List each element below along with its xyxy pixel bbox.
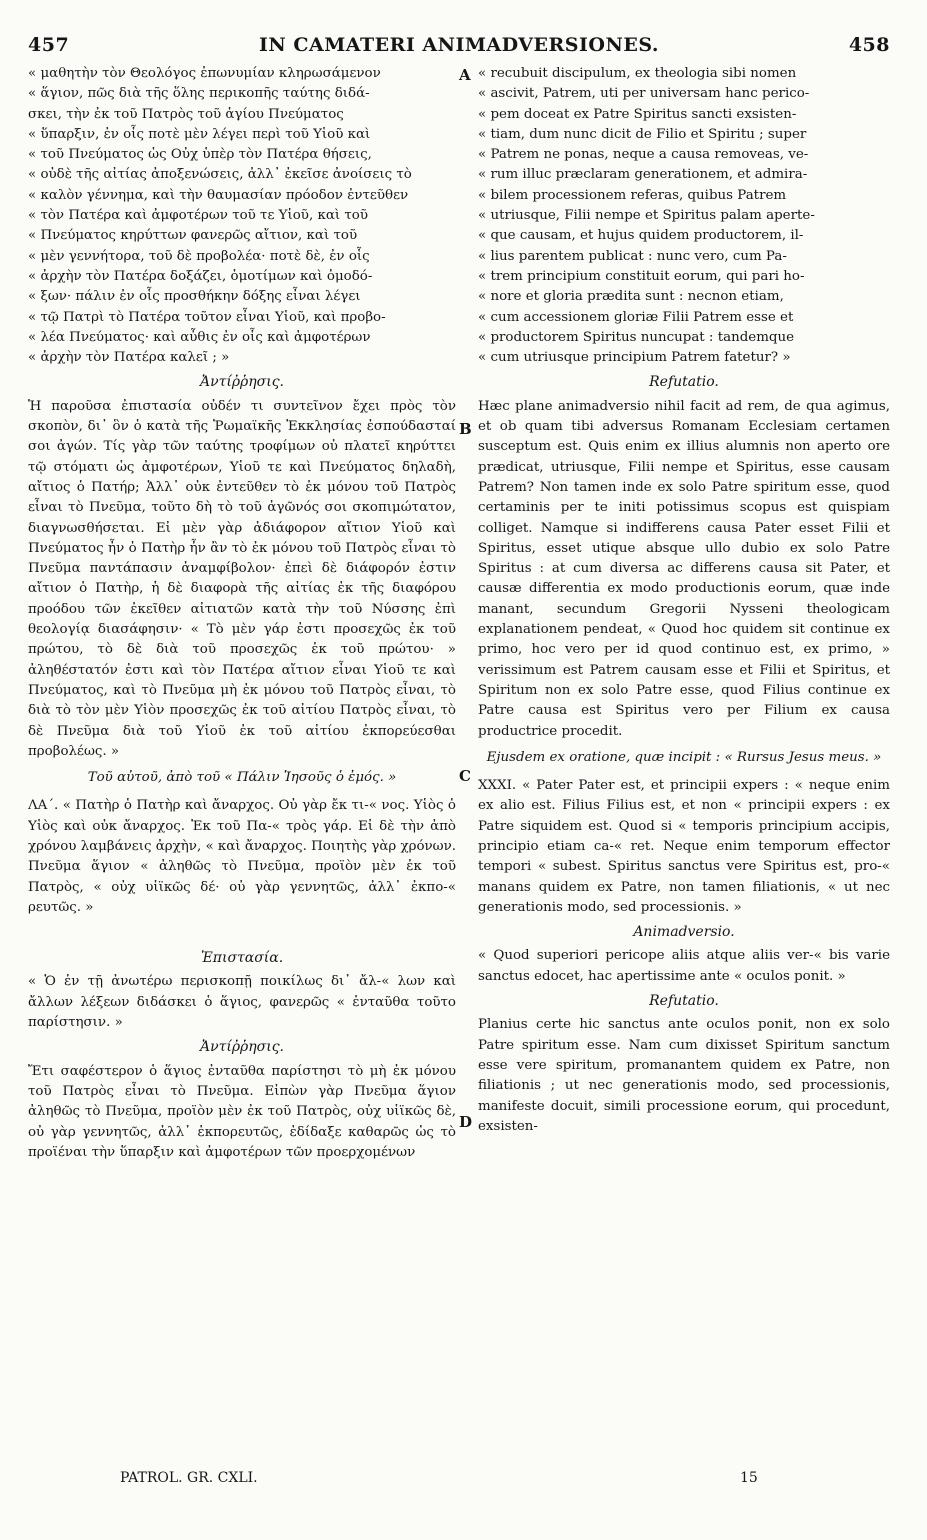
greek-quote-line: « οὐδὲ τῆς αἰτίας ἀποξενώσεις, ἀλλ᾿ ἐκεῖσε ἀνοίσεις τὸ — [28, 167, 412, 183]
body-paragraph: Ἡ παροῦσα ἐπιστασία οὐδέν τι συντεῖνον ἔχει πρὸς τὸν σκοπὸν, δι᾿ ὃν ὁ κατὰ τῆς Ῥωμαϊκῆς Ἐκκλησίας ἐσπούδασταί σοι ἀγών. Τίς γὰρ τῶν ταύτης τροφίμων οὐ πλατεῖ κηρύττει τῷ στόματι ὡς ἀμφοτέρων, Υἱοῦ τε καὶ Πνεύματος δηλαδὴ, αἴτιος ὁ Πατήρ; Ἀλλ᾿ οὐκ ἐντεῦθεν τὸ ἐκ μόνου τοῦ Πατρὸς εἶναι τὸ Πνεῦμα, τοῦτο δὴ τὸ τοῦ ἀγῶνός σοι σκοπιμώτατον, διαγνωσθήσεται. Εἰ μὲν γὰρ ἀδιάφορον αἴτιον Υἱοῦ καὶ Πνεύματος ἦν ὁ Πατὴρ ἦν ἂν τὸ ἐκ μόνου τοῦ Πατρὸς εἶναι τὸ Πνεῦμα παντάπασιν ἀναμφίβολον· ἐπεὶ δὲ διάφορόν ἐστιν αἴτιον ὁ Πατὴρ, ἡ δὲ διαφορὰ τῆς αἰτίας ἐκ τῆς διαφόρου προόδου τῶν ἐκεῖθεν αἰτιατῶν κατὰ τὴν τοῦ Νύσσης ἐπὶ θεολογίᾳ διασάφησιν· « Τὸ μὲν γάρ ἐστι προσεχῶς ἐκ τοῦ πρώτου, τὸ δὲ διὰ τοῦ προσεχῶς ἐκ τοῦ πρώτου· » ἀληθέστατόν ἐστι καὶ τὸν Πατέρα αἴτιον εἶναι Υἱοῦ τε καὶ Πνεύματος, καὶ τὸ Πνεῦμα μὴ ἐκ μόνου τοῦ Πατρὸς εἶναι, τὸ διὰ τὸ τὸν μὲν Υἱὸν προσεχῶς ἐκ τοῦ αἰτίου Πατρὸς εἶναι, τὸ δὲ Πνεῦμα διὰ τοῦ Υἱοῦ ἐκ τοῦ αἰτίου ἐκπορεύεσθαι προβολέως. » — [28, 398, 456, 759]
latin-quote-line: « ascivit, Patrem, uti per universam hanc perico- — [478, 86, 810, 102]
section-heading: Refutatio. — [649, 993, 719, 1010]
latin-quote-line: « recubuit discipulum, ex theologia sibi nomen — [478, 66, 797, 81]
latin-quote-line: « rum illuc præclaram generationem, et admira- — [478, 167, 808, 183]
column-marker-a: A — [459, 66, 471, 84]
latin-quote-line: « que causam, et hujus quidem productorem, il- — [478, 228, 804, 244]
column-marker-c: C — [459, 767, 471, 785]
greek-quote-line: σκει, τὴν ἐκ τοῦ Πατρὸς τοῦ ἁγίου Πνεύματος — [28, 106, 344, 122]
greek-quote-line: « ξων· πάλιν ἐν οἷς προσθήκην δόξης εἶναι λέγει — [28, 289, 361, 305]
running-title: IN CAMATERI ANIMADVERSIONES. — [259, 34, 659, 56]
body-paragraph: XXXI. « Pater Pater est, et principii expers : « neque enim ex alio est. Filius Filius est, et non « principii expers : ex Patre siquidem est. Quod si « temporis principium accipis, principio etiam ca-« ret. Neque enim temporum effector tempori « subest. Spiritus sanctus vere Spiritus est, pro-« manans quidem ex Patre, non tamen filiationis, « ut nec generationis modo, sed processionis. » — [478, 778, 890, 915]
greek-quote-line: « ὕπαρξιν, ἐν οἷς ποτὲ μὲν λέγει περὶ τοῦ Υἱοῦ καὶ — [28, 126, 371, 142]
latin-quote-line: « cum accessionem gloriæ Filii Patrem esse et — [478, 309, 794, 325]
body-paragraph: Hæc plane animadversio nihil facit ad rem, de qua agimus, et ob quam tibi adversus Romanam Ecclesiam certamen susceptum est. Quis enim ex illius alumnis non aperto ore prædicat, utriusque, Filii nempe et Spiritus, esse causam Patrem? Non tamen inde ex solo Patre spiritum esse, quod certaminis per te initi potissimus scopus est quispiam colliget. Namque si indifferens causa Pater esset Filii et Spiritus, esset utique absque ullo dubio ex solo Patre Spiritus : at cum diversa ac differens causa sit Pater, et causæ differentia ex modo productionis eorum, quæ inde manant, secundum Gregorii Nysseni theologicam explanationem pendeat, « Quod hoc quidem sit continue ex primo, hoc vero per id quod continuo est, ex primo, » verissimum est Patrem causam esse et Filii et Spiritus, et Spiritum non ex solo Patre esse, quod Filius continue ex Patre causa est Spiritus vero per Filium ex causa productrice procedit. — [478, 398, 890, 739]
latin-quote-line: « trem principium constituit eorum, qui pari ho- — [478, 268, 805, 284]
latin-quote-line: « bilem processionem referas, quibus Patrem — [478, 187, 787, 203]
footer-number: 15 — [740, 1470, 758, 1486]
latin-quote-line: « utriusque, Filii nempe et Spiritus palam aperte- — [478, 208, 815, 224]
body-paragraph: ΛΑ΄. « Πατὴρ ὁ Πατὴρ καὶ ἄναρχος. Οὐ γὰρ ἔκ τι-« νος. Υἱὸς ὁ Υἱὸς καὶ οὐκ ἄναρχος. Ἐκ τοῦ Πα-« τρὸς γάρ. Εἰ δὲ τὴν ἀπὸ χρόνου λαμβάνεις ἀρχὴν, « καὶ ἄναρχος. Ποιητὴς γὰρ χρόνων. Πνεῦμα ἅγιον « ἀληθῶς τὸ Πνεῦμα, προϊὸν μὲν ἐκ τοῦ Πατρὸς, « οὐχ υἱϊκῶς δέ· οὐ γὰρ γεννητῶς, ἀλλ᾿ ἐκπο-« ρευτῶς. » — [28, 798, 456, 915]
section-heading: Animadversio. — [633, 924, 735, 941]
greek-quote-line: « λέα Πνεύματος· καὶ αὖθις ἐν οἷς καὶ ἀμφοτέρων — [28, 329, 371, 345]
greek-quote-line: « καλὸν γέννημα, καὶ τὴν θαυμασίαν πρόοδον ἐντεῦθεν — [28, 187, 409, 203]
latin-quote-line: « cum utriusque principium Patrem fatetur? » — [478, 350, 791, 366]
body-paragraph: Planius certe hic sanctus ante oculos ponit, non ex solo Patre spiritum esse. Nam cum dixisset Spiritum sanctum esse vere spiritum, promanantem quidem ex Patre, non filiationis ; ut nec generationis modo, sed processionis, manifeste docuit, simili processione eorum, qui procedunt, exsisten- — [478, 1017, 890, 1134]
page-number-right: 458 — [848, 34, 890, 56]
column-marker-b: B — [459, 420, 472, 438]
greek-quote-line: « ἅγιον, πῶς διὰ τῆς ὅλης περικοπῆς ταύτης διδά- — [28, 86, 370, 102]
body-paragraph: « Ὁ ἐν τῇ ἀνωτέρω περισκοπῇ ποικίλως δι᾿ ἄλ-« λων καὶ ἄλλων λέξεων διδάσκει ὁ ἅγιος, φανερῶς « ἐνταῦθα τοῦτο παρίστησιν. » — [28, 974, 456, 1031]
latin-quote-line: « productorem Spiritus nuncupat : tandemque — [478, 329, 795, 345]
greek-quote-line: « τὸν Πατέρα καὶ ἀμφοτέρων τοῦ τε Υἱοῦ, καὶ τοῦ — [28, 208, 368, 224]
latin-quote-line: « Patrem ne ponas, neque a causa removeas, ve- — [478, 147, 809, 163]
latin-quote-line: « lius parentem publicat : nunc vero, cum Pa- — [478, 248, 787, 264]
section-heading: Ἀντίῤῥησις. — [199, 1039, 285, 1056]
greek-quote-line: « τοῦ Πνεύματος ὡς Οὐχ ὑπὲρ τὸν Πατέρα θήσεις, — [28, 147, 372, 163]
latin-quote-block — [478, 64, 890, 368]
body-paragraph: Ἔτι σαφέστερον ὁ ἅγιος ἐνταῦθα παρίστησι τὸ μὴ ἐκ μόνου τοῦ Πατρὸς εἶναι τὸ Πνεῦμα. Εἰπὼν γὰρ Πνεῦμα ἅγιον ἀληθῶς τὸ Πνεῦμα, προϊὸν μὲν ἐκ τοῦ Πατρὸς, οὐχ υἱϊκῶς δὲ, οὐ γὰρ γεννητῶς, ἀλλ᾿ ἐκπορευτῶς, ἐδίδαξε καθαρῶς ὡς τὸ προϊέναι τὴν ὕπαρξιν καὶ ἀμφοτέρων τῶν προερχομένων — [28, 1063, 456, 1160]
greek-quote-line: « ἀρχὴν τὸν Πατέρα δοξάζει, ὁμοτίμων καὶ ὁμοδό- — [28, 268, 373, 284]
latin-quote-line: « nore et gloria prædita sunt : necnon etiam, — [478, 289, 784, 305]
greek-quote-line: « ἀρχὴν τὸν Πατέρα καλεῖ ; » — [28, 350, 230, 366]
greek-quote-line: « τῷ Πατρὶ τὸ Πατέρα τοῦτον εἶναι Υἱοῦ, καὶ προβο- — [28, 309, 386, 325]
page-number-left: 457 — [28, 34, 70, 56]
running-header — [28, 34, 890, 58]
footer-signature: PATROL. GR. CXLI. — [120, 1470, 258, 1486]
section-heading: Ἀντίῤῥησις. — [199, 374, 285, 391]
section-heading: Refutatio. — [649, 374, 719, 391]
latin-column — [478, 64, 890, 1137]
greek-quote-line: « μὲν γεννήτορα, τοῦ δὲ προβολέα· ποτὲ δὲ, ἐν οἷς — [28, 248, 370, 264]
latin-quote-line: « tiam, dum nunc dicit de Filio et Spiritu ; super — [478, 126, 807, 142]
body-paragraph: « Quod superiori pericope aliis atque aliis ver-« bis varie sanctus edocet, hac apertissime ante « oculos ponit. » — [478, 948, 890, 984]
greek-quote-line: « μαθητὴν τὸν Θεολόγος ἐπωνυμίαν κληρωσάμενον — [28, 66, 381, 81]
section-subheading: Ejusdem ex oratione, quæ incipit : « Rursus Jesus meus. » — [486, 749, 882, 765]
section-subheading: Τοῦ αὐτοῦ, ἀπὸ τοῦ « Πάλιν Ἰησοῦς ὁ ἐμός. » — [87, 770, 397, 786]
section-heading: Ἐπιστασία. — [200, 950, 284, 967]
greek-quote-line: « Πνεύματος κηρύττων φανερῶς αἴτιον, καὶ τοῦ — [28, 228, 358, 244]
greek-column — [28, 64, 456, 1163]
latin-quote-line: « pem doceat ex Patre Spiritus sancti exsisten- — [478, 106, 797, 122]
greek-quote-block — [28, 64, 456, 368]
column-marker-d: D — [459, 1113, 473, 1131]
